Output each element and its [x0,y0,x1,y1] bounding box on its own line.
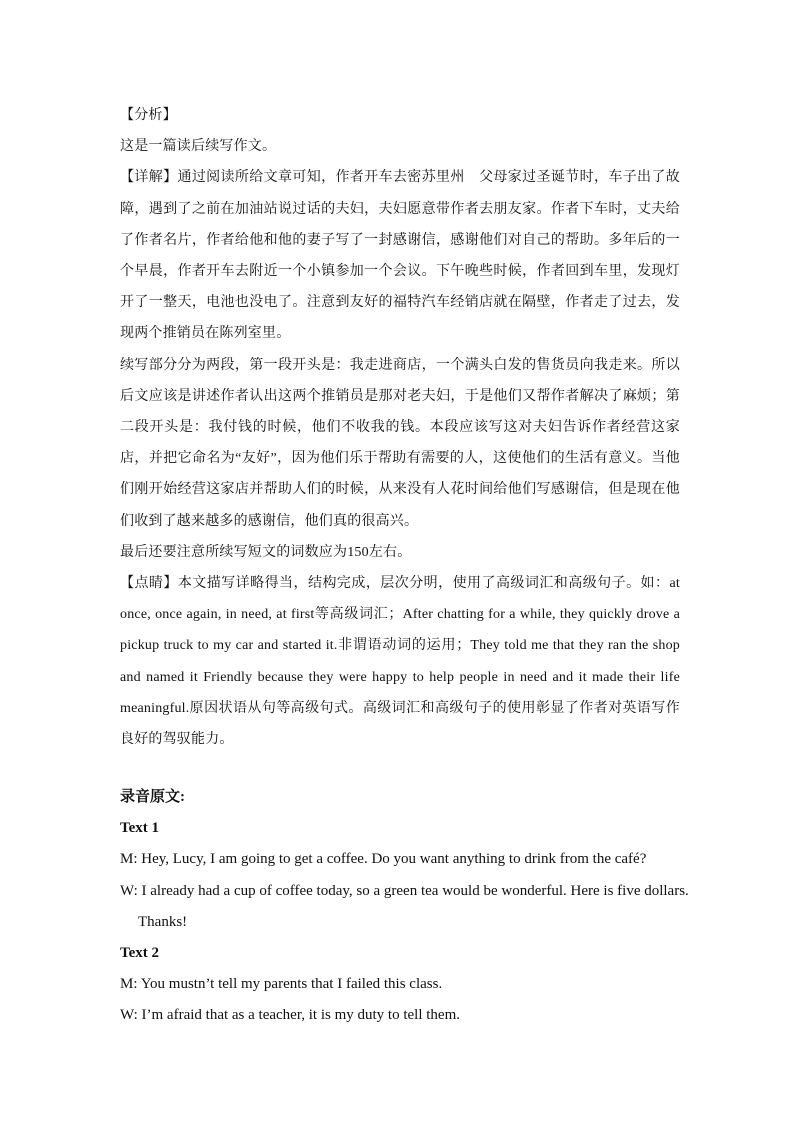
analysis-section [120,100,680,755]
continuation-paragraph: 续写部分分为两段，第一段开头是：我走进商店，一个满头白发的售货员向我走来。所以后文应该是讲述作者认出这两个推销员是那对老夫妇，于是他们又帮作者解决了麻烦；第二段开头是：我付钱的时候，他们不收我的钱。本段应该写这对夫妇告诉作者经营这家店，并把它命名为“友好”，因为他们乐于帮助有需要的人，这使他们的生活有意义。当他们刚开始经营这家店并帮助人们的时候，从来没有人花时间给他们写感谢信，但是现在他们收到了越来越多的感谢信，他们真的很高兴。 [120,357,680,529]
analysis-label: 【分析】 [120,108,177,123]
detail-label: 【详解】 [120,170,178,186]
text-2-label: Text 2 [120,945,160,962]
word-count-note: 最后还要注意所续写短文的词数应为150左右。 [120,544,412,560]
transcript-heading: 录音原文: [120,789,185,805]
text-1-label: Text 1 [120,820,160,837]
detail-paragraph [120,162,680,349]
comment-text: 本文描写详略得当，结构完成，层次分明，使用了高级词汇和高级句子。如：at once, once again, in need, at first等高级词汇；After chatting for a while, they quickly drove a pickup truck to my car and started it.非谓语动词的运用；They told me that they ran the shop and named it Friendly because they were happy to help people in need and it made their life meaningful.原因状语从句等高级句式。高级词汇和高级句子的使用彰显了作者对英语写作良好的驾驭能力。 [120,576,680,748]
text-2-line-1: M: You mustn’t tell my parents that I failed this class. [120,976,443,993]
detail-text: 通过阅读所给文章可知，作者开车去密苏里州 父母家过圣诞节时，车子出了故障，遇到了之前在加油站说过话的夫妇，夫妇愿意带作者去朋友家。作者下车时，丈夫给了作者名片，作者给他和他的妻子写了一封感谢信，感谢他们对自己的帮助。多年后的一个早晨，作者开车去附近一个小镇参加一个会议。下午晚些时候，作者回到车里，发现灯开了一整天，电池也没电了。注意到友好的福特汽车经销店就在隔壁，作者走了过去，发现两个推销员在陈列室里。 [120,170,680,342]
text-2-line-2: W: I’m afraid that as a teacher, it is my duty to tell them. [120,1007,460,1024]
text-1-line-1: M: Hey, Lucy, I am going to get a coffee. Do you want anything to drink from the café? [120,851,647,868]
comment-label: 【点睛】 [120,576,178,592]
transcript-section [120,782,690,1032]
comment-paragraph [120,568,680,755]
text-1-line-2: W: I already had a cup of coffee today, so a green tea would be wonderful. Here is five dollars. Thanks! [120,882,689,930]
analysis-intro: 这是一篇读后续写作文。 [120,139,277,155]
